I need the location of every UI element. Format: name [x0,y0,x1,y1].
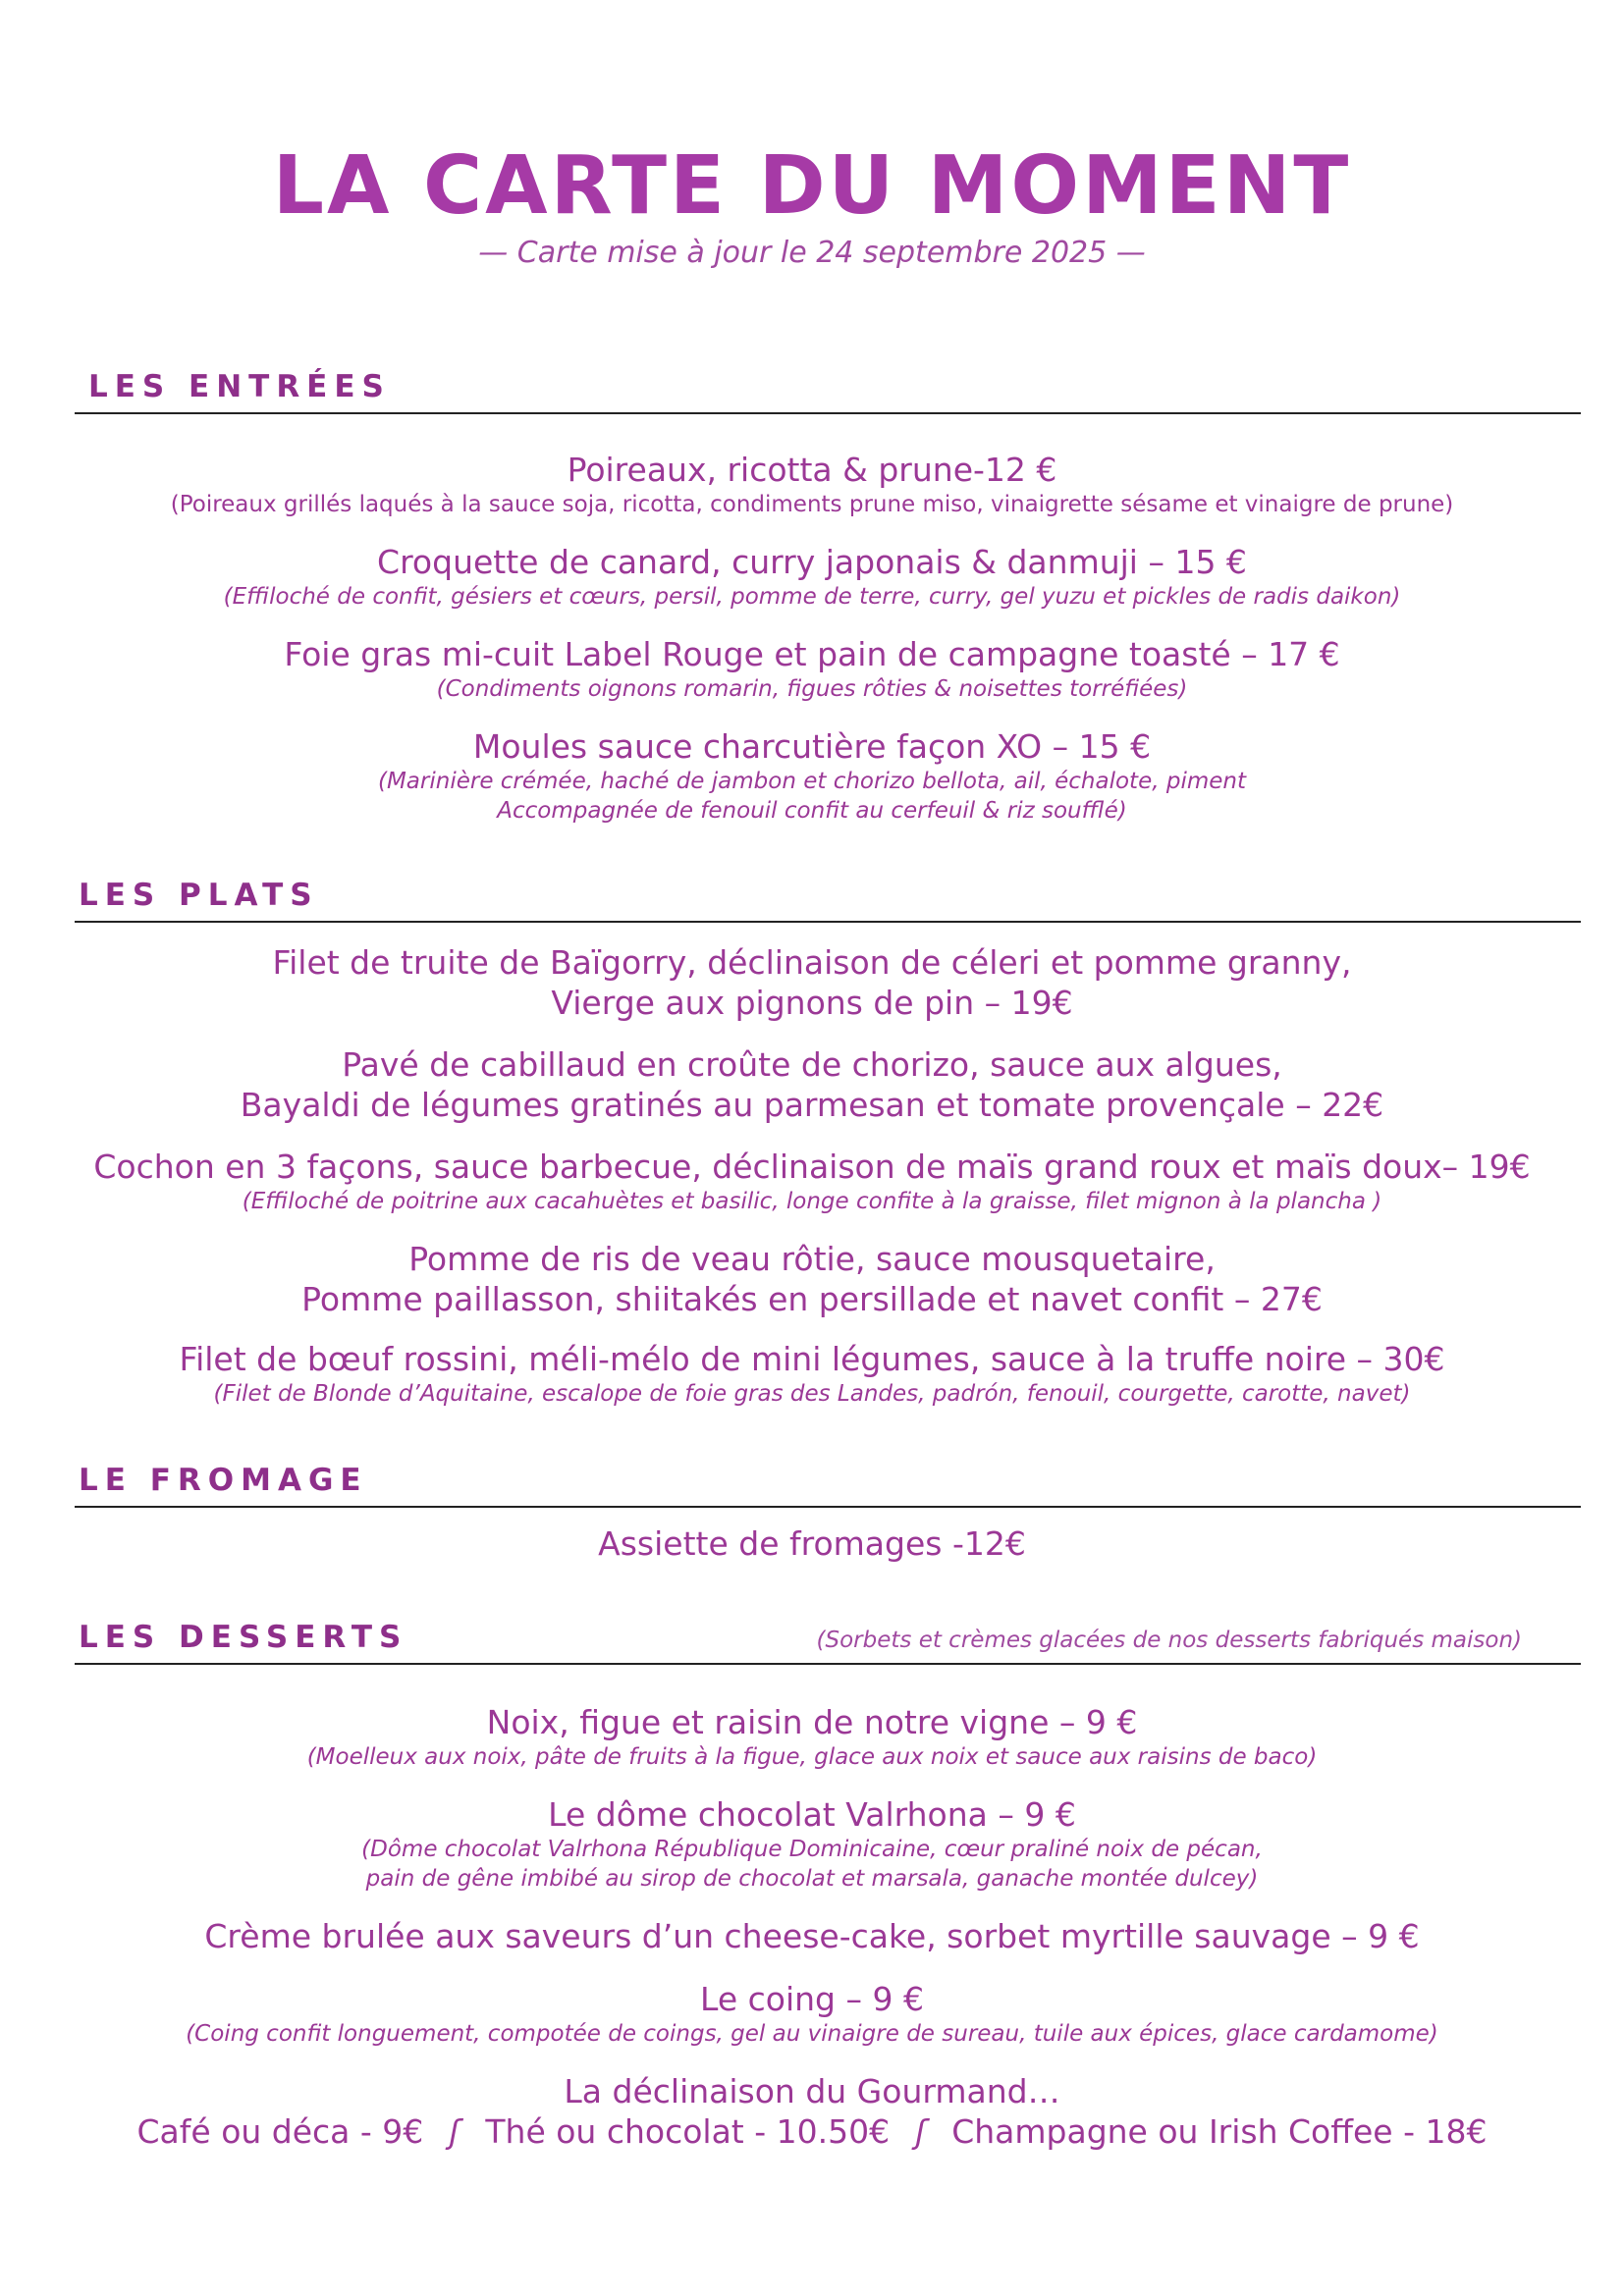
menu-item-description: (Poireaux grillés laqués à la sauce soja, ricotta, condiments prune miso, vinaigrette sésame et vinaigre de prune) [170,492,1454,517]
menu-item-description: (Effiloché de poitrine aux cacahuètes et basilic, longe confite à la graisse, filet mignon à la plancha ) [242,1189,1382,1214]
menu-item-description: (Marinière crémée, haché de jambon et chorizo bellota, ail, échalote, piment [377,769,1246,794]
menu-item-name: Cochon en 3 façons, sauce barbecue, déclinaison de maïs grand roux et maïs doux– 19€ [93,1148,1531,1186]
section-header-entrees [75,365,1581,414]
menu-item [0,1702,1624,1772]
section-header-fromage [75,1459,1581,1508]
menu-item-name: Le dôme chocolat Valrhona – 9 € [548,1795,1076,1834]
menu-item-name: Filet de truite de Baïgorry, déclinaison de céleri et pomme granny, [272,943,1352,982]
menu-item-name: Moules sauce charcutière façon XO – 15 € [472,727,1152,766]
menu-item [0,1239,1624,1319]
menu-item-description: (Effiloché de confit, gésiers et cœurs, persil, pomme de terre, curry, gel yuzu et pickles de radis daikon) [223,584,1401,610]
section-title-entrees: LES ENTRÉES [88,369,391,404]
page-subtitle: — Carte mise à jour le 24 septembre 2025 — [478,236,1146,270]
gourmand-option-champagne: Champagne ou Irish Coffee - 18€ [951,2112,1488,2151]
menu-item [0,726,1624,826]
menu-item [0,1916,1624,1956]
menu-item-name: Filet de bœuf rossini, méli-mélo de mini légumes, sauce à la truffe noire – 30€ [179,1340,1445,1378]
menu-item-name: Pomme de ris de veau rôtie, sauce mousquetaire, [408,1240,1216,1278]
menu-item [0,542,1624,612]
section-title-plats: LES PLATS [79,878,319,913]
menu-item-name: Noix, figue et raisin de notre vigne – 9 € [486,1703,1138,1741]
menu-item-name: Assiette de fromages -12€ [598,1524,1026,1563]
menu-item [0,450,1624,519]
menu-item [0,1979,1624,2049]
menu-item-name: Le coing – 9 € [700,1980,924,2018]
gourmand-option-coffee: Café ou déca - 9€ [136,2112,424,2151]
menu-item [0,1339,1624,1409]
menu-item-name: Foie gras mi-cuit Label Rouge et pain de campagne toasté – 17 € [284,635,1340,673]
menu-item-description-line2: Accompagnée de fenouil confit au cerfeuil & riz soufflé) [497,798,1127,824]
separator-glyph: ʃ [449,2112,460,2151]
menu-item-name: Crème brulée aux saveurs d’un cheese-cake, sorbet myrtille sauvage – 9 € [204,1917,1420,1955]
menu-item-name-line2: Vierge aux pignons de pin – 19€ [551,984,1073,1022]
menu-item-description: (Filet de Blonde d’Aquitaine, escalope de foie gras des Landes, padrón, fenouil, courgette, carotte, navet) [213,1381,1411,1407]
menu-item-description: (Moelleux aux noix, pâte de fruits à la figue, glace aux noix et sauce aux raisins de baco) [306,1744,1318,1770]
gourmand-title: La déclinaison du Gourmand… [564,2072,1060,2110]
page-title: LA CARTE DU MOMENT [272,139,1352,233]
menu-item-description: (Coing confit longuement, compotée de coings, gel au vinaigre de sureau, tuile aux épices, glace cardamome) [186,2021,1438,2047]
menu-item [0,942,1624,1023]
menu-item-name: Poireaux, ricotta & prune-12 € [567,451,1057,489]
menu-item-description: (Dôme chocolat Valrhona République Dominicaine, cœur praliné noix de pécan, [361,1837,1263,1862]
gourmand-option-tea: Thé ou chocolat - 10.50€ [485,2112,891,2151]
separator-glyph: ʃ [915,2112,927,2151]
menu-item-description: (Condiments oignons romarin, figues rôties & noisettes torréfiées) [436,676,1188,702]
menu-item-name-line2: Pomme paillasson, shiitakés en persillade et navet confit – 27€ [301,1280,1323,1318]
menu-item [0,1147,1624,1216]
menu-item-name: Croquette de canard, curry japonais & danmuji – 15 € [377,543,1247,581]
section-title-desserts: LES DESSERTS [79,1620,408,1655]
menu-item [0,1044,1624,1125]
menu-item-name: Pavé de cabillaud en croûte de chorizo, sauce aux algues, [342,1045,1282,1084]
menu-item [0,1523,1624,1564]
menu-item [0,1794,1624,1894]
menu-item-name-line2: Bayaldi de légumes gratinés au parmesan et tomate provençale – 22€ [240,1086,1384,1124]
section-note-desserts: (Sorbets et crèmes glacées de nos desserts fabriqués maison) [816,1628,1522,1653]
gourmand-options [0,2111,1624,2152]
menu-item-description-line2: pain de gêne imbibé au sirop de chocolat et marsala, ganache montée dulcey) [365,1866,1259,1892]
section-header-desserts [75,1616,1581,1665]
menu-item [0,634,1624,704]
section-title-fromage: LE FROMAGE [79,1463,368,1498]
gourmand-block [0,2071,1624,2152]
section-header-plats [75,874,1581,923]
